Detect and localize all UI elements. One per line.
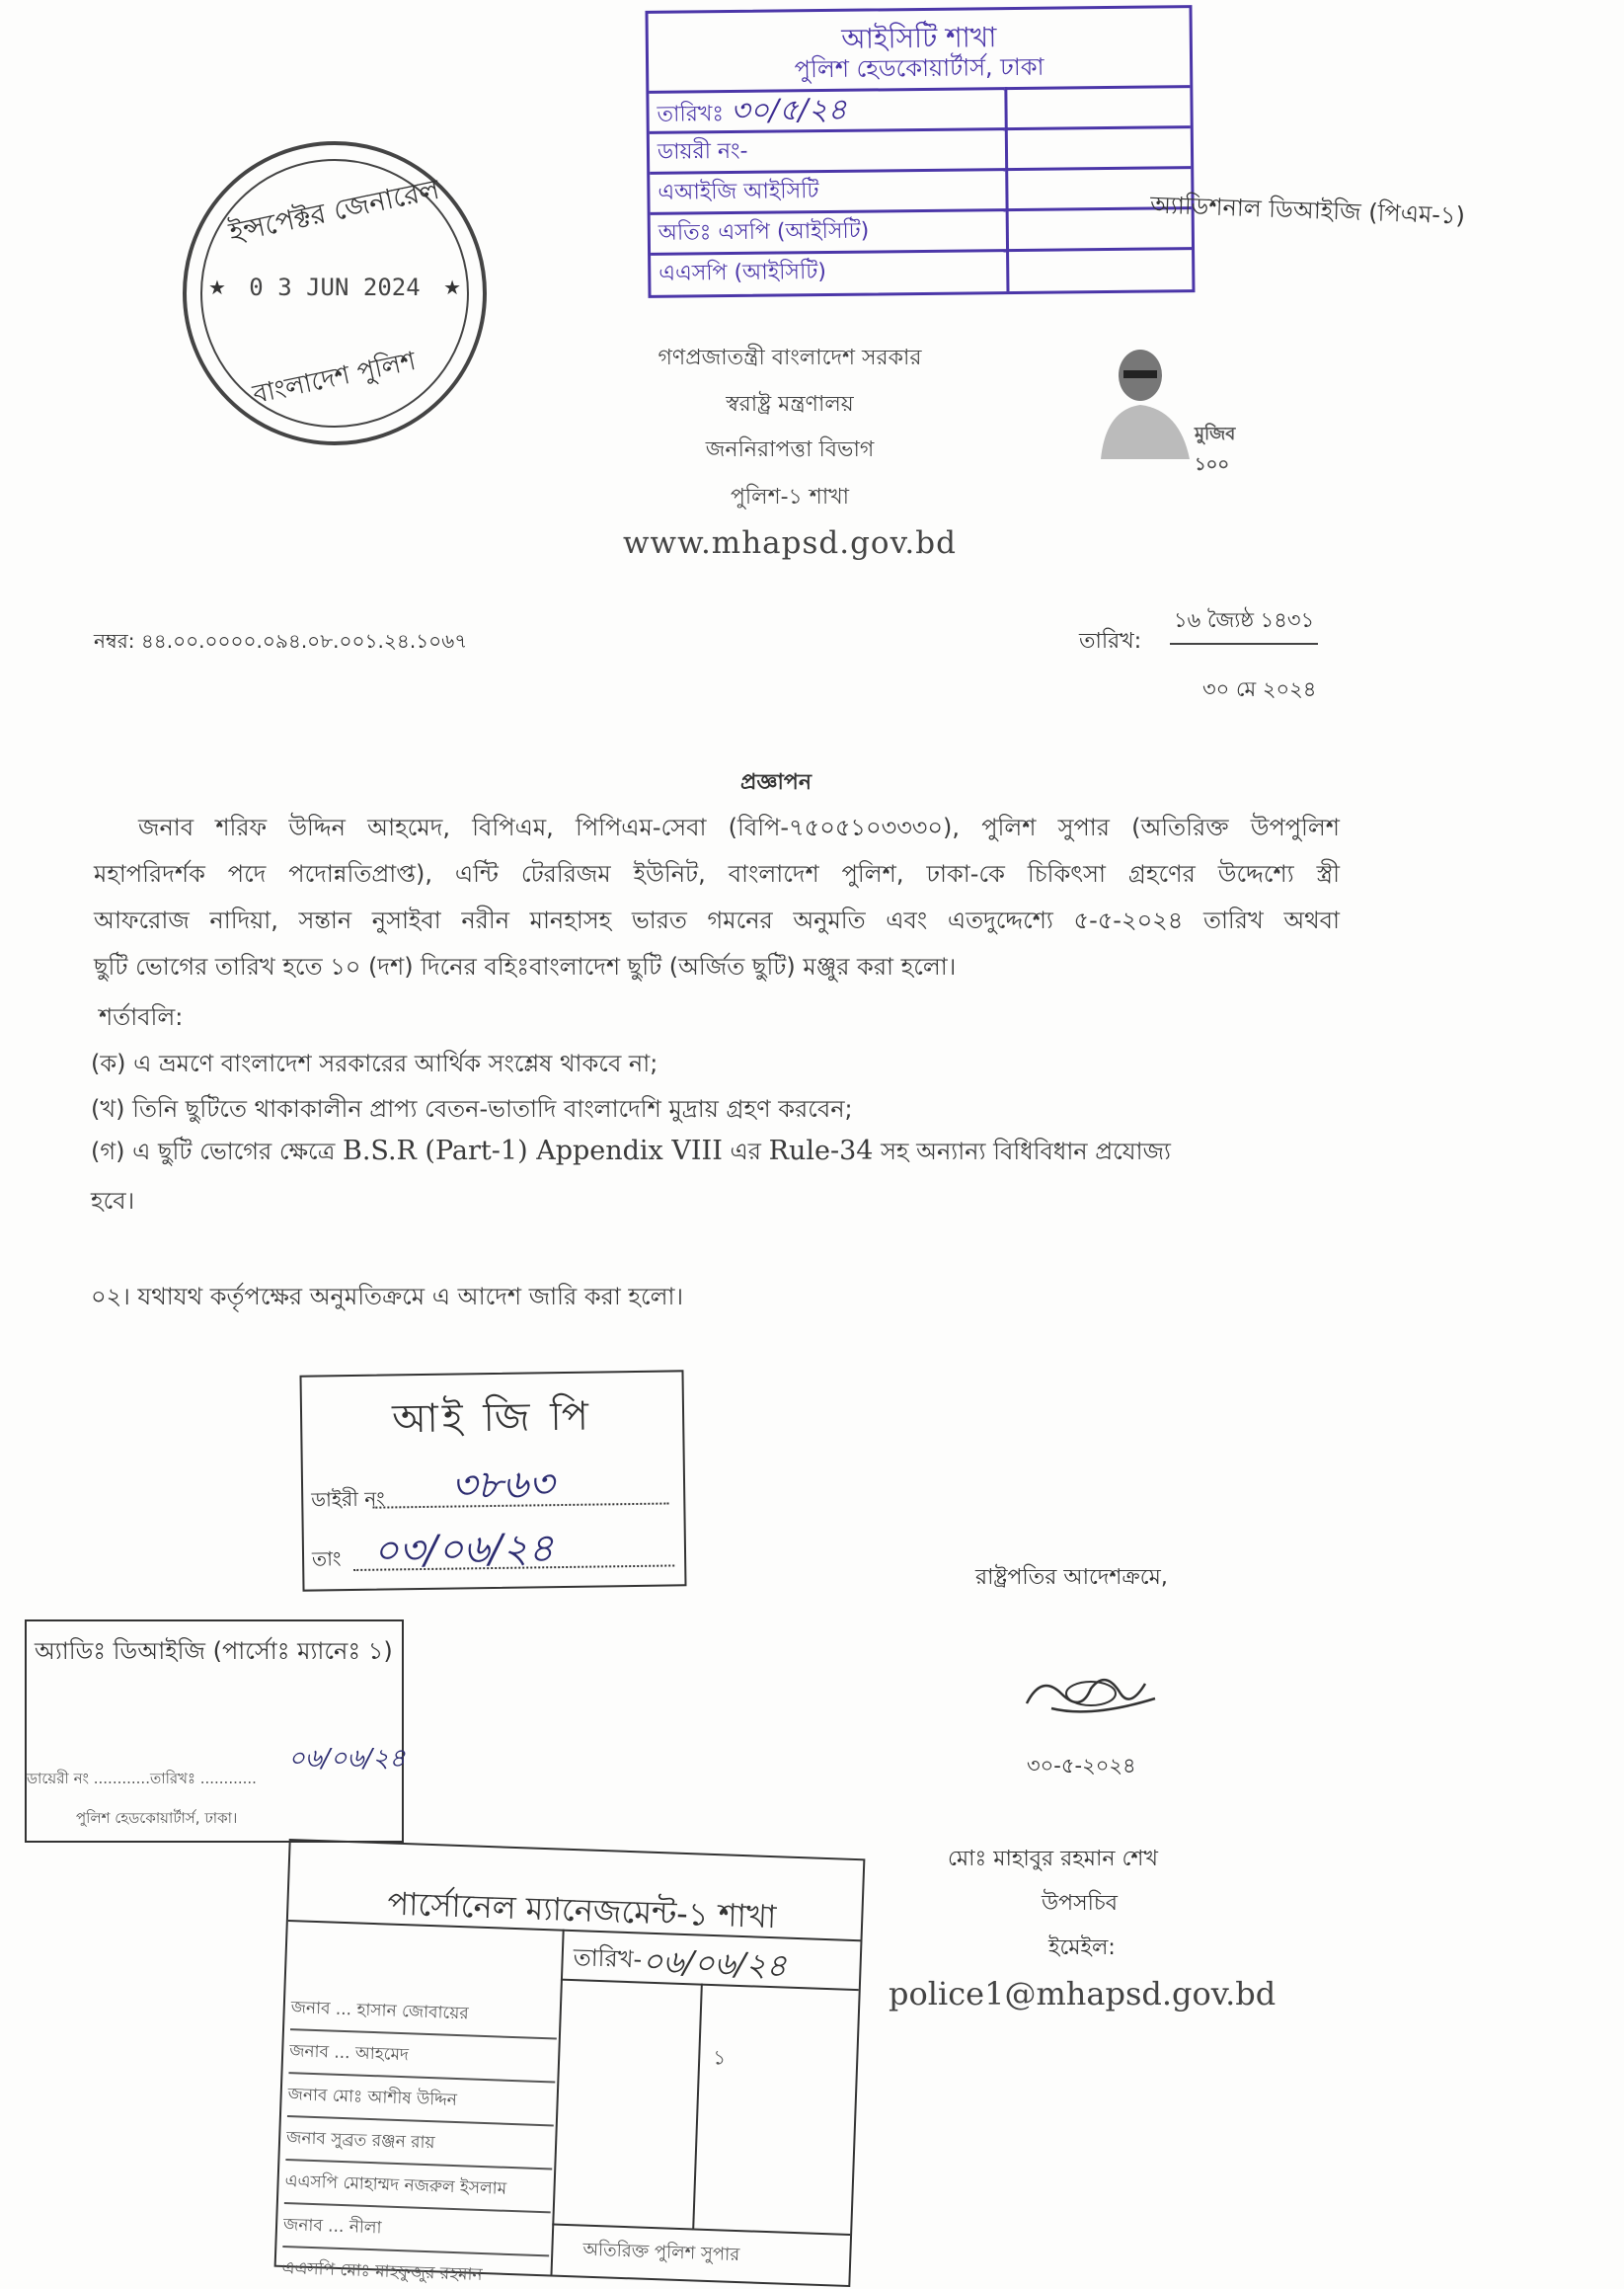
stamp-row-label: তারিখঃ [657,102,725,127]
condition-item: (খ) তিনি ছুটিতে থাকাকালীন প্রাপ্য বেতন-ভাতাদি বাংলাদেশি মুদ্রায় গ্রহণ করবেন; [91,1095,853,1123]
officer-name: এএসপি মোহাম্মদ নজরুল ইসলাম [284,2161,552,2213]
date-label: তাং [311,1546,342,1571]
igp-diary-stamp [299,1370,686,1591]
stamp-title: আই জি পি [391,1393,593,1443]
header-line: পুলিশ-১ শাখা [730,485,850,510]
officer-name: জনাব ... নীলা [282,2204,550,2256]
stamp-cell [1006,247,1192,291]
signature-date: ৩০-৫-২০২৪ [1027,1754,1136,1777]
seal-top-text: ইন্সপেক্টর জেনারেল [226,172,443,250]
stamp-row [649,87,1004,130]
officer-name: জনাব ... হাসান জোবায়ের [290,1987,558,2039]
email-link[interactable]: police1@mhapsd.gov.bd [889,1975,1276,2013]
paragraph-line: জনাব শরিফ উদ্দিন আহমেদ, বিপিএম, পিপিএম-সেবা (বিপি-৭৫০৫১০৩৩৩০), পুলিশ সুপার (অতিরিক্ত উপপুলিশ [138,814,1340,841]
stamp-subtitle: পুলিশ হেডকোয়ার্টার্স, ঢাকা [794,52,1044,84]
officer-name: জনাব মোঃ আশীষ উদ্দিন [287,2074,555,2126]
paragraph-line: ছুটি ভোগের তারিখ হতে ১০ (দশ) দিনের বহিঃবাংলাদেশ ছুটি (অর্জিত ছুটি) মঞ্জুর করা হলো। [94,953,957,981]
text: (গ) এ ছুটি ভোগের ক্ষেত্রে [91,1138,336,1165]
officer-name: জনাব ... আহমেদ [288,2030,556,2083]
text: এর [730,1138,761,1165]
order-line: রাষ্ট্রপতির আদেশক্রমে, [975,1565,1168,1590]
stamp-date: ০৬/০৬/২৪ [288,1744,406,1774]
stamp-date: ০৬/০৬/২৪ [641,1941,788,1985]
header-line: স্বরাষ্ট্র মন্ত্রণালয় [726,392,854,417]
paragraph-2: ০২। যথাযথ কর্তৃপক্ষের অনুমতিক্রমে এ আদেশ জারি করা হলো। [91,1283,684,1310]
diary-label: ডায়েরী নং ............তারিখঃ ............ [27,1770,257,1787]
signature-icon [1022,1664,1160,1723]
stamp-date: ০৩/০৬/২৪ [372,1526,555,1574]
mujib-100-logo [1096,341,1274,475]
diary-label: ডাইরী নং [311,1486,385,1512]
stamp-footer: অতিরিক্ত পুলিশ সুপার [582,2239,740,2266]
conditions-title: শর্তাবলি: [99,1003,184,1031]
portrait-icon [1096,341,1204,459]
count: ১ [712,2045,727,2070]
diary-number: ৩৮৬৩ [450,1461,555,1509]
ict-branch-stamp [645,5,1195,298]
stamp-title: অ্যাডিঃ ডিআইজি (পার্সোঃ ম্যানেঃ ১) [35,1637,393,1665]
date-bangla: ১৬ জ্যৈষ্ঠ ১৪৩১ [1170,604,1318,645]
website: www.mhapsd.gov.bd [623,525,957,561]
personnel-management-stamp [274,1839,866,2287]
stamp-title: আইসিটি শাখা [841,21,997,55]
stamp-cell [1005,125,1191,170]
notice-title: প্রজ্ঞাপন [740,770,812,795]
stamp-row: এএসপি (আইসিটি) [651,249,1006,292]
stamp-cell [1004,85,1190,129]
date-label: তারিখ: [1079,629,1142,654]
seal-bottom-text: বাংলাদেশ পুলিশ [250,346,419,411]
logo-text: মুজিব ১০০ [1195,424,1236,475]
officer-list [281,1987,559,2289]
star-icon: ★ [208,276,226,299]
rule-reference: B.S.R (Part-1) Appendix VIII [342,1136,723,1166]
condition-item: (ক) এ ভ্রমণে বাংলাদেশ সরকারের আর্থিক সংশ্লেষ থাকবে না; [91,1050,658,1077]
date-gregorian: ৩০ মে ২০২৪ [1202,677,1317,701]
signatory-name: মোঃ মাহাবুর রহমান শেখ [948,1847,1158,1871]
header-line: গণপ্রজাতন্ত্রী বাংলাদেশ সরকার [657,346,922,370]
handwritten-date: ৩০/৫/২৪ [730,92,847,129]
stamp-row: অতিঃ এসপি (আইসিটি) [651,208,1006,252]
email-label: ইমেইল: [1048,1935,1116,1960]
addl-dig-stamp [25,1619,404,1843]
signatory-designation: উপসচিব [1042,1891,1119,1916]
date-label: তারিখ- [573,1943,643,1974]
seal-date: 0 3 JUN 2024 [249,274,421,301]
stamp-title: পার্সোনেল ম্যানেজমেন্ট-১ শাখা [386,1884,777,1936]
margin-note: অ্যাডিশনাল ডিআইজি (পিএম-১) [1149,191,1466,230]
text: সহ অন্যান্য বিধিবিধান প্রযোজ্য [881,1138,1172,1165]
paragraph-line: আফরোজ নাদিয়া, সন্তান নুসাইবা নরীন মানহাসহ ভারত গমনের অনুমতি এবং এতদুদ্দেশ্যে ৫-৫-২০২৪ তারিখ অথবা [94,907,1340,934]
rule-reference: Rule-34 [768,1136,874,1166]
condition-item-end: হবে। [91,1187,135,1215]
officer-name: জনাব সুব্রত রঞ্জন রায় [285,2117,553,2170]
condition-item [91,1134,1337,1173]
memo-number: নম্বর: ৪৪.০০.০০০০.০৯৪.০৮.০০১.২৪.১০৬৭ [94,629,468,653]
header-line: জননিরাপত্তা বিভাগ [705,437,875,462]
officer-name: এএসপি মোঃ মাহফুজুর রহমান [281,2248,549,2289]
stamp-row: এআইজি আইসিটি [650,168,1005,211]
stamp-footer: পুলিশ হেডকোয়ার্টার্স, ঢাকা। [76,1809,238,1827]
stamp-row: ডায়রী নং- [650,127,1005,171]
star-icon: ★ [443,276,461,299]
paragraph-line: মহাপরিদর্শক পদে পদোন্নতিপ্রাপ্ত), এন্টি টেররিজম ইউনিট, বাংলাদেশ পুলিশ, ঢাকা-কে চিকিৎসা গ্রহণের উদ্দেশ্যে স্ত্রী [94,860,1340,888]
